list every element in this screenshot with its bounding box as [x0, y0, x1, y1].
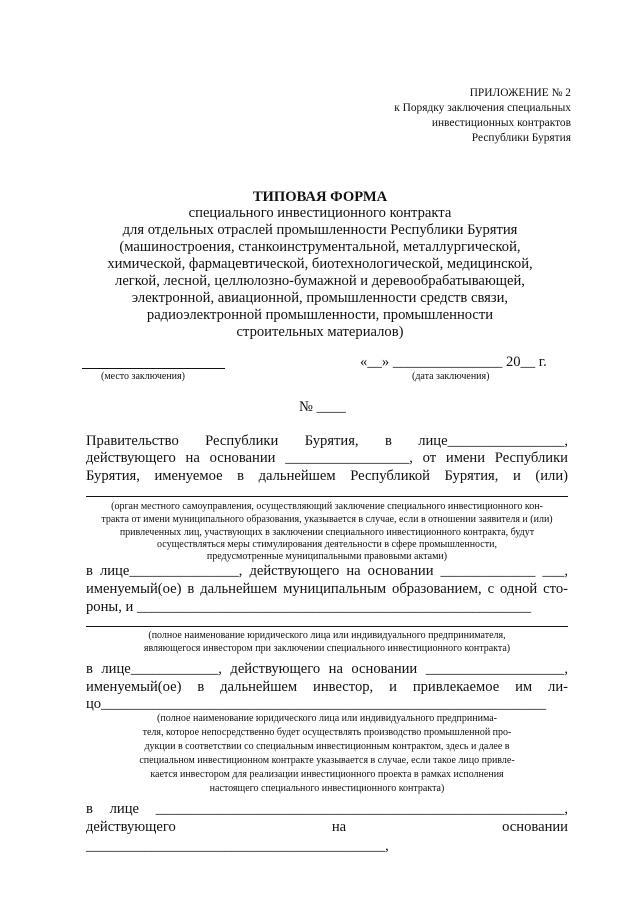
title-line: химической, фармацевтической, биотехнологической, медицинской, [107, 256, 533, 272]
note-line: (орган местного самоуправления, осуществляющий заключение специального инвестиционного кон- [111, 501, 543, 512]
note-line: предусмотренные муниципальными правовыми актами) [206, 551, 448, 562]
appendix-line: инвестиционных контрактов [431, 117, 571, 129]
note-line: настоящего специального инвестиционного контракта) [209, 783, 445, 794]
appendix-number: ПРИЛОЖЕНИЕ № 2 [469, 87, 571, 99]
body-line: в лице ________________________________________________________, [86, 801, 568, 817]
note-line: (полное наименование юридического лица или индивидуального предпринимателя, [148, 630, 506, 641]
note-line: осуществляться меры стимулирования деятельности в сфере промышленности, [157, 539, 497, 550]
date-caption: (дата заключения) [412, 371, 490, 382]
note-line: являющегося инвестором при заключении специального инвестиционного контракта) [143, 643, 511, 654]
title-line: строительных материалов) [236, 324, 404, 340]
title-line: (машиностроения, станкоинструментальной, металлургической, [119, 239, 521, 255]
title-line: специального инвестиционного контракта [188, 205, 452, 221]
title-line: для отдельных отраслей промышленности Республики Бурятия [122, 222, 518, 238]
note-line: привлеченных лиц, участвующих в заключении специального инвестиционного контракта, будут [119, 527, 535, 538]
title-line: легкой, лесной, целлюлозно-бумажной и деревообрабатывающей, [115, 273, 525, 289]
document-title: ТИПОВАЯ ФОРМА [252, 189, 388, 205]
appendix-line: к Порядку заключения специальных [394, 102, 571, 114]
body-line: именуемый(ое) в дальнейшем муниципальным образованием, с одной сто- [86, 581, 568, 597]
body-line: Правительство Республики Бурятия, в лице________________, [86, 433, 568, 449]
blank-line [86, 626, 568, 627]
body-line: действующего на основании _________________________________________, [86, 819, 568, 854]
place-underline [82, 368, 225, 369]
title-line: радиоэлектронной промышленности, промышленности [146, 307, 494, 323]
place-caption: (место заключения) [101, 371, 185, 382]
note-line: специальном инвестиционном контракте указывается в случае, если такое лицо привле- [139, 755, 515, 766]
body-line: именуемый(ое) в дальнейшем инвестор, и привлекаемое им ли- [86, 679, 568, 695]
blank-line [86, 496, 568, 497]
note-line: кается инвестором для реализации инвестиционного проекта в рамках исполнения [150, 769, 504, 780]
contract-number: № ____ [299, 399, 346, 415]
body-line: роны, и ______________________________________________________ [86, 599, 531, 615]
note-line: тракта от имени муниципального образования, указывается в случае, если в отношении заявителя и (или) [101, 514, 553, 525]
body-line: в лице_______________, действующего на основании _____________ ___, [86, 563, 568, 579]
date-field: «__» _______________ 20__ г. [360, 354, 547, 370]
body-line: действующего на основании _________________, от имени Республики [86, 450, 568, 466]
body-line: Бурятия, именуемое в дальнейшем Республикой Бурятия, и (или) [86, 468, 568, 484]
body-line: в лице____________, действующего на основании ___________________, [86, 661, 568, 677]
title-line: электронной, авиационной, промышленности средств связи, [131, 290, 509, 306]
note-line: теля, которое непосредственно будет осуществлять производство промышленной про- [142, 727, 512, 738]
note-line: дукции в соответствии со специальным инвестиционным контрактом, здесь и далее в [144, 741, 510, 752]
body-line: цо_____________________________________________________________ [86, 696, 547, 712]
appendix-line: Республики Бурятия [471, 132, 571, 144]
note-line: (полное наименование юридического лица или индивидуального предпринима- [157, 713, 497, 724]
